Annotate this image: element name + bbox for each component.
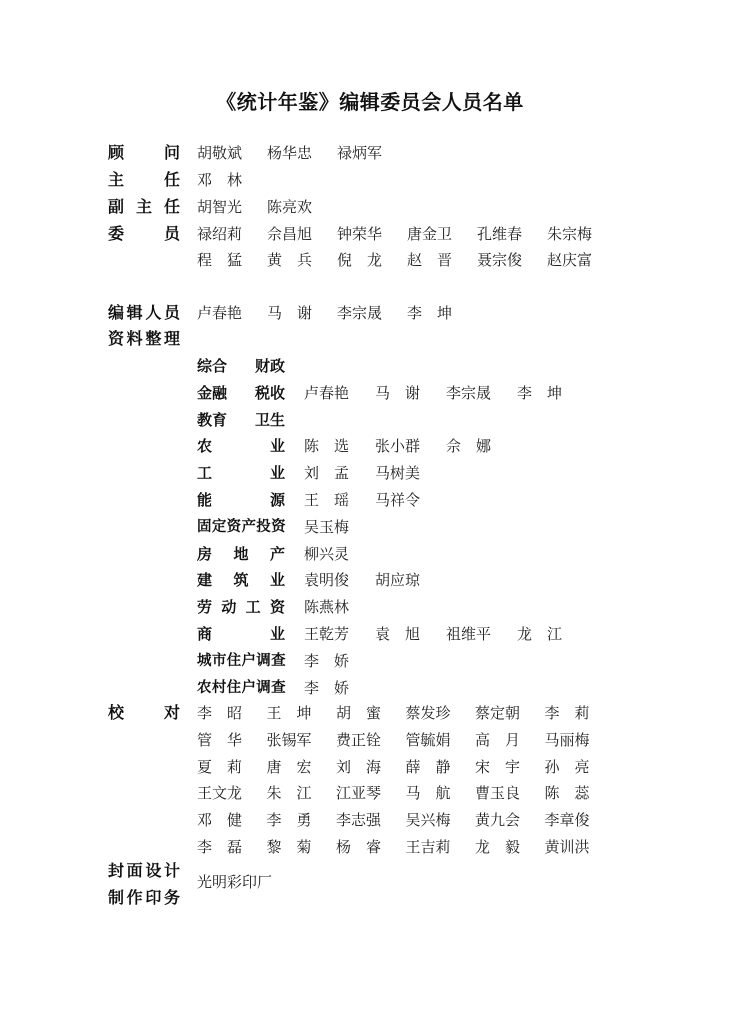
label-char: 业 [269,464,285,482]
person-name: 李 娇 [304,679,350,697]
label-char: 委 [108,224,125,243]
label-char: 副 [108,197,125,216]
label-char: 调 [256,653,271,669]
label-char: 主 [135,197,152,216]
label-char: 建 [197,571,213,589]
person-name: 蔡发珍 [405,704,451,722]
person-name: 袁明俊 [304,571,350,589]
label-char: 房 [197,545,213,563]
person-name: 黄九会 [475,811,521,829]
person-name: 李 莉 [544,704,590,722]
label-char: 资 [271,519,285,535]
person-name: 黄训洪 [544,838,590,856]
label-char: 员 [163,224,180,243]
person-name: 唐 宏 [266,758,312,776]
person-name: 陈 选 [304,437,350,455]
label-char: 能 [197,491,213,509]
editors-label [108,303,180,323]
label-char: 产 [241,519,256,535]
label-char: 人 [145,303,162,322]
label-char: 调 [256,680,271,696]
cover-design-label [108,861,180,881]
person-name: 李 磊 [197,838,243,856]
person-name: 朱宗梅 [547,225,593,243]
person-name: 李 勇 [266,811,312,829]
section-label [197,678,285,698]
label-char: 资 [269,598,285,616]
label-char: 校 [108,703,125,722]
label-char: 作 [126,888,143,907]
person-name: 吴兴梅 [405,811,451,829]
person-name: 李志强 [336,811,382,829]
person-name: 孙 亮 [544,758,590,776]
label-char: 业 [269,437,285,455]
person-name: 李 娇 [304,652,350,670]
label-char: 市 [211,653,226,669]
label-char: 住 [226,680,241,696]
section-label [197,597,285,617]
person-name: 李 昭 [197,704,243,722]
label-char: 查 [271,680,285,696]
person-name: 龙 江 [517,625,563,643]
section-label [197,570,285,590]
person-name: 聂宗俊 [477,251,523,269]
person-name: 黄 兵 [267,251,313,269]
person-name: 夏 莉 [197,758,243,776]
label-char: 印 [145,888,162,907]
label-char: 任 [163,170,180,189]
label-char: 务 [163,888,180,907]
person-name: 马 谢 [267,304,313,322]
label-char: 动 [221,598,237,616]
person-name: 王 瑶 [304,491,350,509]
person-name: 孔维春 [477,225,523,243]
person-name: 邓 健 [197,811,243,829]
label-char: 对 [163,703,180,722]
person-name: 蔡定朝 [475,704,521,722]
person-name: 杨 睿 [336,838,382,856]
label-char: 金融 [197,384,228,402]
label-char: 产 [269,545,285,563]
person-name: 王吉莉 [405,838,451,856]
person-name: 吴玉梅 [304,518,350,536]
label-char: 料 [126,329,143,348]
section-label [197,410,285,430]
person-name: 光明彩印厂 [197,873,273,891]
label-char: 任 [163,197,180,216]
label-char: 封 [108,861,125,880]
section-label [197,436,285,456]
person-name: 宋 宇 [475,758,521,776]
person-name: 卢春艳 [197,304,243,322]
section-label [197,517,285,537]
label-char: 投 [256,519,271,535]
person-name: 佘 娜 [446,437,492,455]
person-name: 杨华忠 [267,144,313,162]
person-name: 胡智光 [197,198,243,216]
person-name: 胡敬斌 [197,144,243,162]
person-name: 钟荣华 [337,225,383,243]
label-char: 顾 [108,143,125,162]
label-char: 固 [197,519,211,535]
person-name: 袁 旭 [375,625,421,643]
person-name: 胡 蜜 [336,704,382,722]
person-name: 赵 晋 [407,251,453,269]
person-name: 刘 海 [336,758,382,776]
label-char: 定 [211,519,226,535]
person-name: 张锡军 [266,731,312,749]
label-char: 综合 [197,357,228,375]
person-name: 龙 毅 [475,838,521,856]
person-name: 李 坤 [407,304,453,322]
person-name: 马祥令 [375,491,421,509]
label-char: 户 [241,680,256,696]
label-char: 业 [269,571,285,589]
label-char: 工 [245,598,261,616]
label-char: 户 [241,653,256,669]
label-char: 税收 [254,384,285,402]
section-label [197,624,285,644]
label-char: 教育 [197,411,228,429]
person-name: 李章俊 [544,811,590,829]
committee-role-label [108,224,180,244]
label-char: 编 [108,303,125,322]
person-name: 禄绍莉 [197,225,243,243]
label-char: 资 [226,519,241,535]
label-char: 卫生 [254,411,285,429]
label-char: 村 [211,680,226,696]
label-char: 设 [145,861,162,880]
person-name: 柳兴灵 [304,545,350,563]
person-name: 马树美 [375,464,421,482]
section-label [197,544,285,564]
section-label [197,490,285,510]
person-name: 程 猛 [197,251,243,269]
person-name: 李宗晟 [337,304,383,322]
person-name: 祖维平 [446,625,492,643]
person-name: 赵庆富 [547,251,593,269]
person-name: 王 坤 [266,704,312,722]
person-name: 马丽梅 [544,731,590,749]
label-char: 商 [197,625,213,643]
person-name: 马 航 [405,784,451,802]
person-name: 管 华 [197,731,243,749]
person-name: 黎 菊 [266,838,312,856]
label-char: 整 [145,329,162,348]
label-char: 资 [108,329,125,348]
label-char: 员 [163,303,180,322]
printing-label [108,888,180,908]
person-name: 陈 蕊 [544,784,590,802]
label-char: 地 [233,545,249,563]
person-name: 唐金卫 [407,225,453,243]
label-char: 农 [197,437,213,455]
label-char: 劳 [197,598,213,616]
label-char: 辑 [126,303,143,322]
label-char: 源 [269,491,285,509]
label-char: 业 [269,625,285,643]
label-char: 制 [108,888,125,907]
label-char: 问 [163,143,180,162]
person-name: 李宗晟 [446,384,492,402]
person-name: 朱 江 [266,784,312,802]
person-name: 陈燕林 [304,598,350,616]
person-name: 刘 孟 [304,464,350,482]
label-char: 主 [108,170,125,189]
person-name: 江亚琴 [336,784,382,802]
committee-role-label [108,143,180,163]
section-label [197,383,285,403]
proofreading-label [108,703,180,723]
page-title: 《统计年鉴》编辑委员会人员名单 [216,90,524,114]
section-label [197,651,285,671]
person-name: 管毓娟 [405,731,451,749]
label-char: 住 [226,653,241,669]
label-char: 查 [271,653,285,669]
person-name: 高 月 [475,731,521,749]
person-name: 王文龙 [197,784,243,802]
person-name: 佘昌旭 [267,225,313,243]
person-name: 陈亮欢 [267,198,313,216]
committee-role-label [108,170,180,190]
label-char: 工 [197,464,213,482]
person-name: 张小群 [375,437,421,455]
person-name: 邓 林 [197,171,243,189]
person-name: 王乾芳 [304,625,350,643]
person-name: 倪 龙 [337,251,383,269]
section-label [197,463,285,483]
person-name: 薛 静 [405,758,451,776]
person-name: 李 坤 [517,384,563,402]
person-name: 禄炳军 [337,144,383,162]
label-char: 面 [126,861,143,880]
label-char: 筑 [233,571,249,589]
person-name: 卢春艳 [304,384,350,402]
committee-role-label [108,197,180,217]
label-char: 理 [163,329,180,348]
label-char: 农 [197,680,211,696]
label-char: 计 [163,861,180,880]
label-char: 城 [197,653,211,669]
section-label [197,356,285,376]
person-name: 费正铨 [336,731,382,749]
label-char: 财政 [254,357,285,375]
person-name: 马 谢 [375,384,421,402]
data-arrange-label [108,329,180,349]
person-name: 曹玉良 [475,784,521,802]
person-name: 胡应琼 [375,571,421,589]
